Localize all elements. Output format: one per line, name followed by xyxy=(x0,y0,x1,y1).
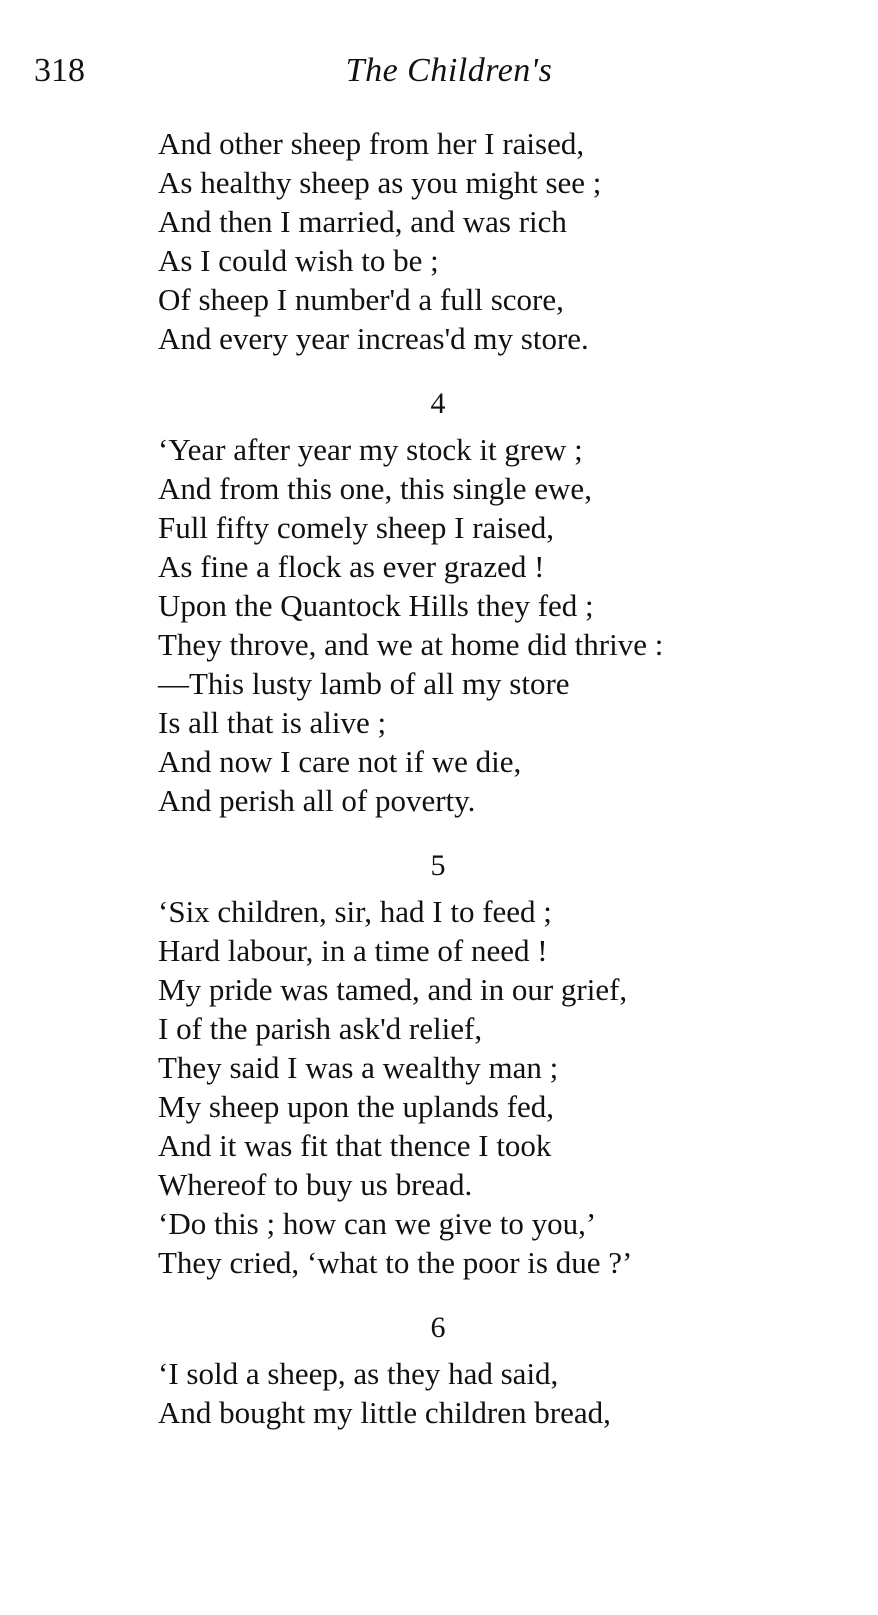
verse-line: —This lusty lamb of all my store xyxy=(158,666,570,701)
verse-line: My pride was tamed, and in our grief, xyxy=(158,972,628,1007)
verse-line: ‘Year after year my stock it grew ; xyxy=(158,432,583,467)
verse-line: And then I married, and was rich xyxy=(158,204,567,239)
verse-line: My sheep upon the uplands fed, xyxy=(158,1089,555,1124)
page-header xyxy=(0,52,878,100)
verse-line: ‘Do this ; how can we give to you,’ xyxy=(158,1206,597,1241)
stanza xyxy=(158,124,848,358)
poem-body xyxy=(158,124,848,1432)
verse-line: ‘I sold a sheep, as they had said, xyxy=(158,1356,559,1391)
verse-line: And bought my little children bread, xyxy=(158,1395,611,1430)
verse-line: ‘Six children, sir, had I to feed ; xyxy=(158,894,552,929)
verse-line: They throve, and we at home did thrive : xyxy=(158,627,664,662)
stanza-number: 6 xyxy=(430,1311,446,1344)
verse-line: They cried, ‘what to the poor is due ?’ xyxy=(158,1245,633,1280)
verse-line: I of the parish ask'd relief, xyxy=(158,1011,483,1046)
stanza xyxy=(158,846,848,1282)
verse-line: Hard labour, in a time of need ! xyxy=(158,933,548,968)
verse-line: As I could wish to be ; xyxy=(158,243,439,278)
verse-line: As fine a flock as ever grazed ! xyxy=(158,549,545,584)
verse-line: And perish all of poverty. xyxy=(158,783,476,818)
running-title: The Children's xyxy=(345,52,553,89)
verse-line: And from this one, this single ewe, xyxy=(158,471,592,506)
verse-line: And other sheep from her I raised, xyxy=(158,126,585,161)
stanza-number: 4 xyxy=(430,387,446,420)
verse-line: Upon the Quantock Hills they fed ; xyxy=(158,588,594,623)
page-number: 318 xyxy=(34,52,85,89)
verse-line: As healthy sheep as you might see ; xyxy=(158,165,602,200)
stanza xyxy=(158,1308,848,1432)
verse-line: And every year increas'd my store. xyxy=(158,321,589,356)
verse-line: And it was fit that thence I took xyxy=(158,1128,552,1163)
stanza xyxy=(158,384,848,820)
verse-line: Of sheep I number'd a full score, xyxy=(158,282,564,317)
verse-line: And now I care not if we die, xyxy=(158,744,522,779)
verse-line: Full fifty comely sheep I raised, xyxy=(158,510,555,545)
verse-line: They said I was a wealthy man ; xyxy=(158,1050,559,1085)
verse-line: Whereof to buy us bread. xyxy=(158,1167,473,1202)
verse-line: Is all that is alive ; xyxy=(158,705,387,740)
stanza-number: 5 xyxy=(430,849,446,882)
